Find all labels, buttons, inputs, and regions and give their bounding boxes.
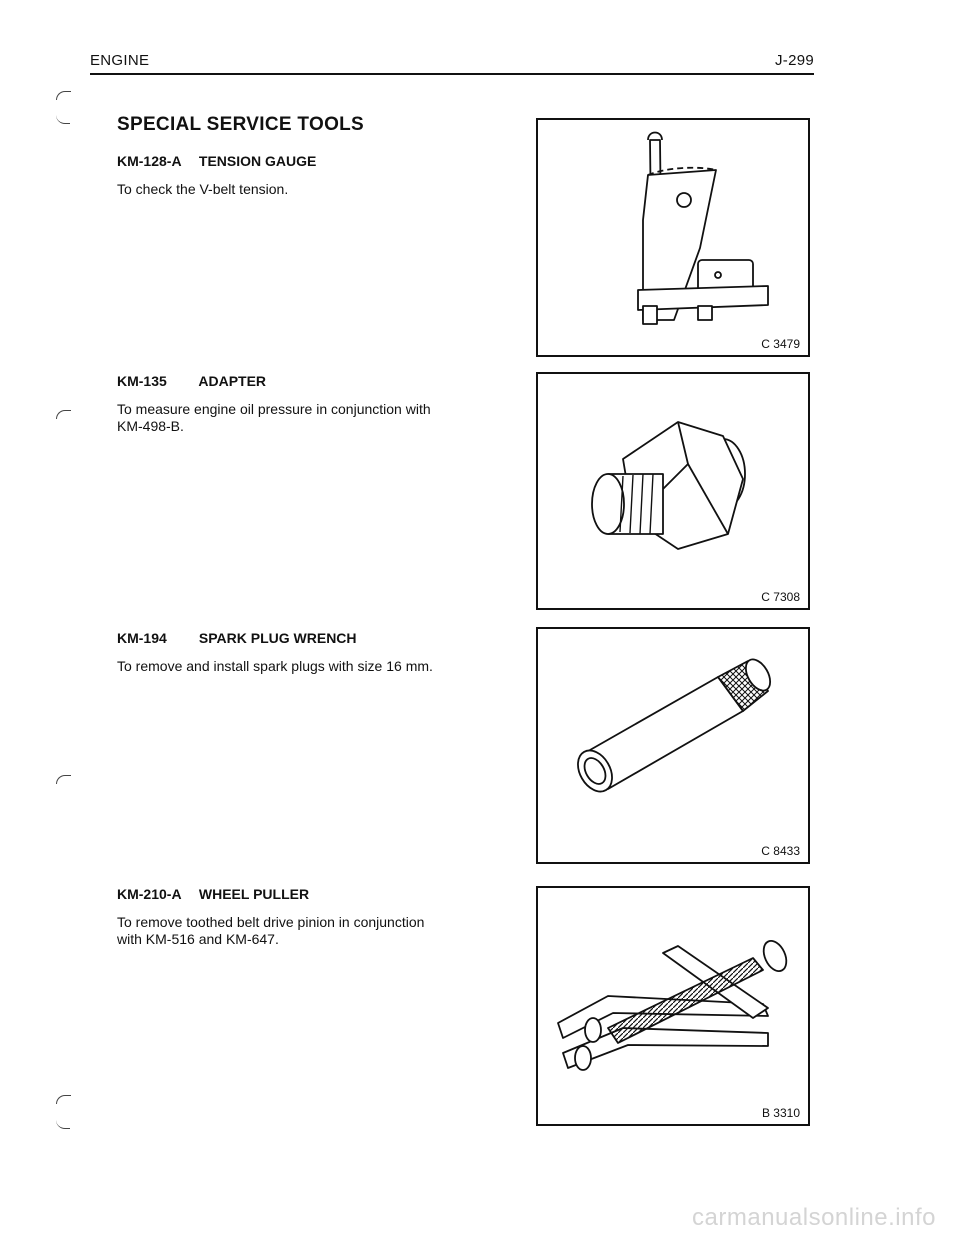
tool-code: KM-194 <box>117 630 167 646</box>
adapter-icon <box>538 374 808 608</box>
punch-mark <box>56 115 70 124</box>
wheel-puller-icon <box>538 888 808 1124</box>
tool-figure <box>536 886 810 1126</box>
spark-plug-wrench-icon <box>538 629 808 862</box>
watermark: carmanualsonline.info <box>692 1204 936 1231</box>
header-page-number: J-299 <box>774 52 814 69</box>
header-section: ENGINE <box>90 52 150 69</box>
tool-description: To measure engine oil pressure in conjunction with KM-498-B. <box>117 401 431 434</box>
tool-code: KM-135 <box>117 373 167 389</box>
figure-caption: C 7308 <box>761 590 800 604</box>
tool-code: KM-128-A <box>117 153 182 169</box>
tool-description: To check the V-belt tension. <box>117 181 289 197</box>
page-title: SPECIAL SERVICE TOOLS <box>117 114 365 135</box>
header-rule <box>90 73 814 75</box>
tool-name: ADAPTER <box>198 373 267 389</box>
tool-description: To remove toothed belt drive pinion in conjunction with KM-516 and KM-647. <box>117 914 425 947</box>
tool-entry <box>117 153 447 198</box>
figure-caption: C 3479 <box>761 337 800 351</box>
tool-name: WHEEL PULLER <box>198 886 310 902</box>
tool-name: SPARK PLUG WRENCH <box>198 630 357 646</box>
punch-mark <box>56 91 71 100</box>
tool-figure <box>536 118 810 357</box>
tool-entry <box>117 373 447 435</box>
punch-mark <box>56 775 71 784</box>
tool-entry <box>117 886 447 948</box>
punch-mark <box>56 1095 71 1104</box>
figure-caption: B 3310 <box>761 1106 800 1120</box>
tool-figure <box>536 627 810 864</box>
punch-mark <box>56 1120 70 1129</box>
tool-name: TENSION GAUGE <box>198 153 317 169</box>
tool-figure <box>536 372 810 610</box>
figure-caption: C 8433 <box>761 844 800 858</box>
tool-entry <box>117 630 447 675</box>
tension-gauge-icon <box>538 120 808 355</box>
tool-description: To remove and install spark plugs with size 16 mm. <box>117 658 433 674</box>
tool-code: KM-210-A <box>117 886 182 902</box>
punch-mark <box>56 410 71 419</box>
